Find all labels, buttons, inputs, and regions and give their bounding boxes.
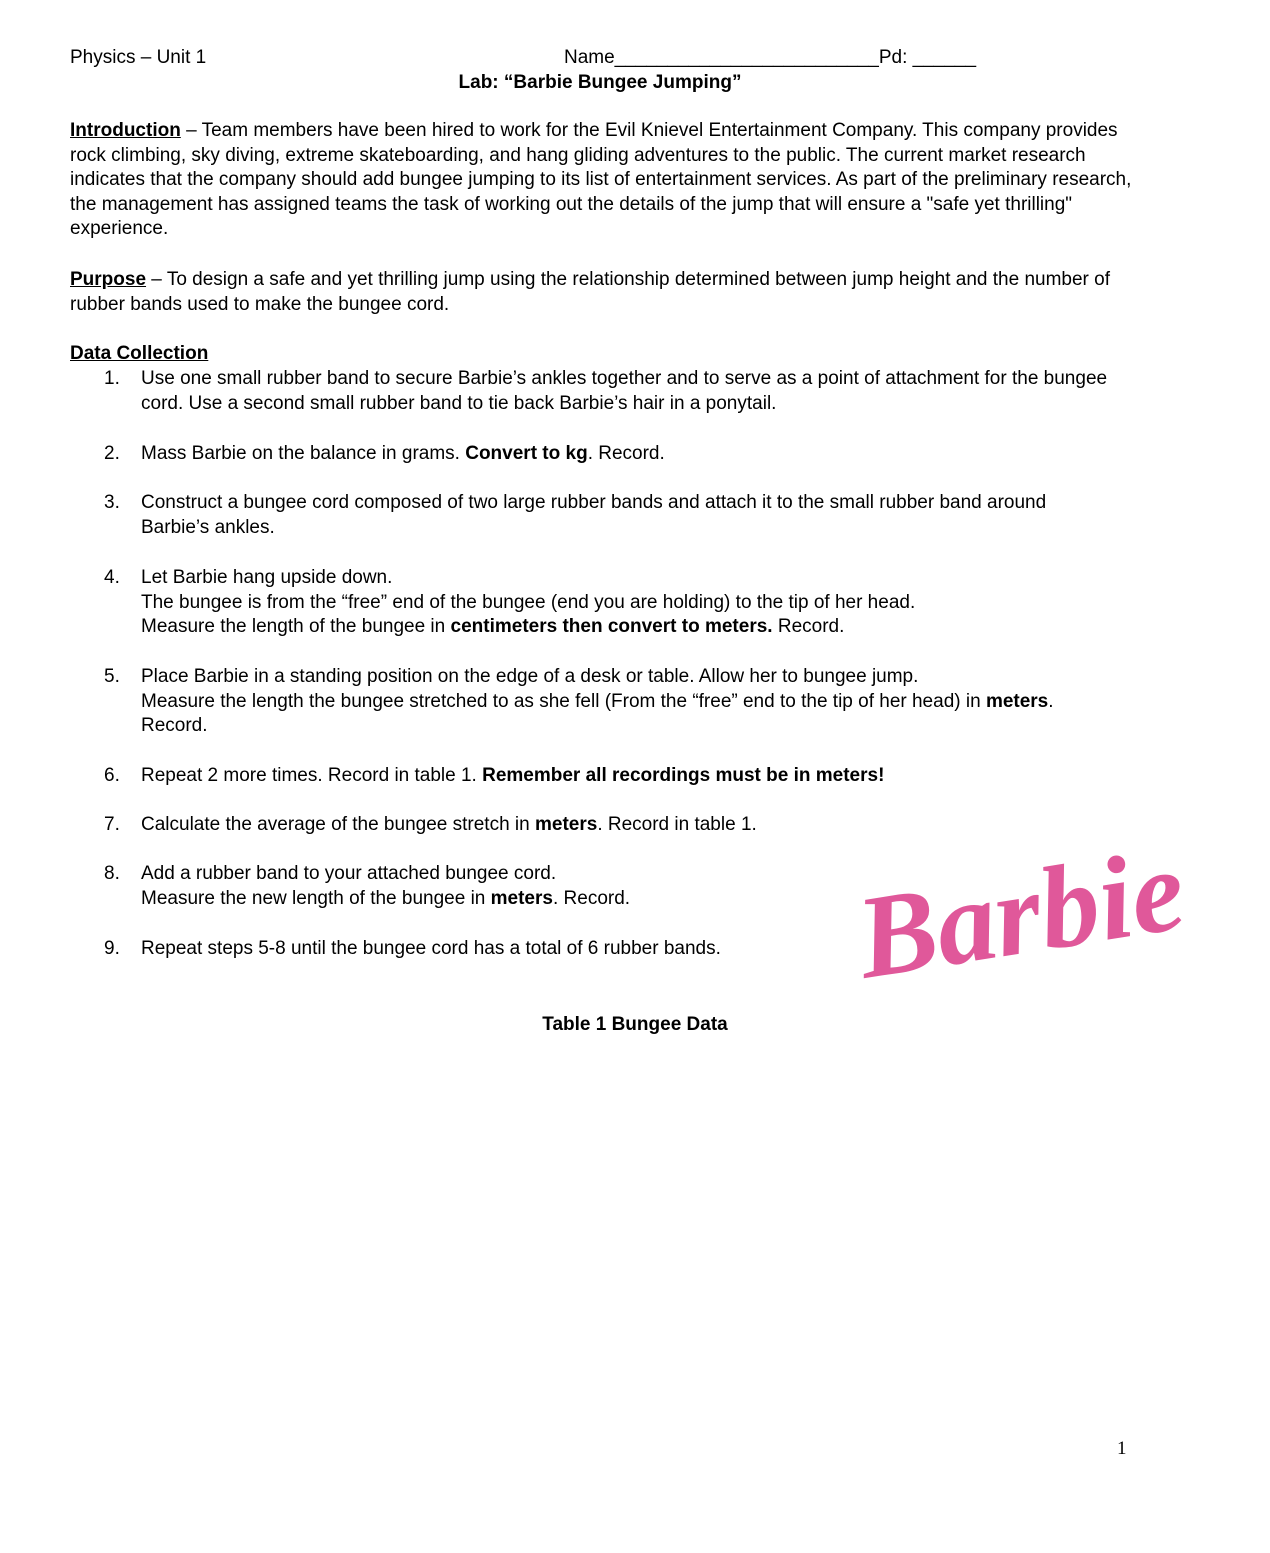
page-number: 1 — [1117, 1438, 1127, 1459]
table-caption: Table 1 Bungee Data — [542, 1014, 728, 1035]
step-text-bold: Remember all recordings must be in meters! — [482, 765, 885, 786]
step-4 — [104, 566, 1134, 640]
step-number: 4. — [104, 567, 120, 588]
step-text: Use one small rubber band to secure Barbie’s ankles together and to serve as a point of attachment for the bungee cord. Use a second small rubber band to tie back Barbie’s hair in a ponytail. — [141, 368, 1108, 414]
step-line: Let Barbie hang upside down. — [141, 567, 393, 588]
step-number: 2. — [104, 443, 120, 464]
step-number: 7. — [104, 814, 120, 835]
step-number: 9. — [104, 938, 120, 959]
step-line: Add a rubber band to your attached bungee cord. — [141, 863, 557, 884]
step-number: 8. — [104, 863, 120, 884]
course-label: Physics – Unit 1 — [70, 47, 207, 68]
barbie-logo — [848, 823, 1193, 1013]
data-collection-heading: Data Collection — [70, 343, 209, 364]
step-number: 5. — [104, 666, 120, 687]
step-text-bold: meters — [985, 690, 1049, 712]
step-text-part: Measure the length the bungee stretched to as she fell (From the “free” end to the tip of her head) in — [141, 690, 986, 712]
step-6 — [104, 764, 1134, 789]
step-text-part: . Record. — [587, 443, 665, 464]
step-text-part: Repeat 2 more times. Record in table 1. — [141, 765, 483, 786]
step-text — [141, 764, 1134, 789]
step-line — [141, 615, 1134, 640]
lab-title: Lab: “Barbie Bungee Jumping” — [458, 72, 742, 93]
step-number: 3. — [104, 492, 120, 513]
introduction-text: – Team members have been hired to work for the Evil Knievel Entertainment Company. This company provides rock climbing, sky diving, extreme skateboarding, and hang gliding adventures to the public. The current market research indicates that the company should add bungee jumping to its list of entertainment services. As part of the preliminary research, the management has assigned teams the task of working out the details of the jump that will ensure a "safe yet thrilling" experience. — [70, 120, 1132, 240]
step-text — [141, 566, 1134, 640]
step-line — [141, 690, 1121, 739]
step-text-part: . Record. — [141, 690, 1054, 737]
step-line: The bungee is from the “free” end of the bungee (end you are holding) to the tip of her head. — [141, 591, 916, 613]
step-5 — [104, 665, 1134, 739]
step-2 — [104, 442, 1134, 467]
step-text-part: Measure the new length of the bungee in — [141, 887, 491, 909]
introduction-paragraph — [70, 119, 1135, 242]
step-text-part: Measure the length of the bungee in — [141, 616, 451, 638]
step-text-bold: meters — [490, 887, 553, 909]
purpose-label: Purpose — [70, 269, 147, 290]
step-text — [141, 665, 1121, 739]
step-text-part: Mass Barbie on the balance in grams. — [141, 443, 466, 464]
step-line: Place Barbie in a standing position on the edge of a desk or table. Allow her to bungee jump. — [141, 666, 919, 687]
step-3 — [104, 491, 1134, 540]
introduction-label: Introduction — [70, 120, 181, 141]
step-text-part: Calculate the average of the bungee stretch in — [141, 814, 535, 835]
step-text-part: . Record in table 1. — [597, 814, 757, 835]
step-text-bold: centimeters then convert to meters. — [450, 616, 773, 638]
step-text-bold: Convert to kg — [465, 443, 588, 464]
name-period-field: Name_________________________Pd: ______ — [564, 47, 977, 68]
step-text-part: . Record. — [552, 887, 631, 909]
step-1 — [104, 367, 1134, 416]
step-text — [141, 442, 1134, 467]
step-text-bold: meters — [534, 814, 598, 835]
step-text-part: Record. — [772, 616, 845, 638]
purpose-paragraph — [70, 268, 1135, 317]
step-text: Repeat steps 5-8 until the bungee cord has a total of 6 rubber bands. — [141, 938, 721, 959]
purpose-text: – To design a safe and yet thrilling jump using the relationship determined between jump height and the number of rubber bands used to make the bungee cord. — [70, 269, 1111, 315]
barbie-logo-text: Barbie — [848, 823, 1193, 1004]
step-number: 1. — [104, 368, 120, 389]
step-number: 6. — [104, 765, 120, 786]
step-text: Construct a bungee cord composed of two large rubber bands and attach it to the small rubber band around Barbie’s ankles. — [141, 492, 1047, 538]
